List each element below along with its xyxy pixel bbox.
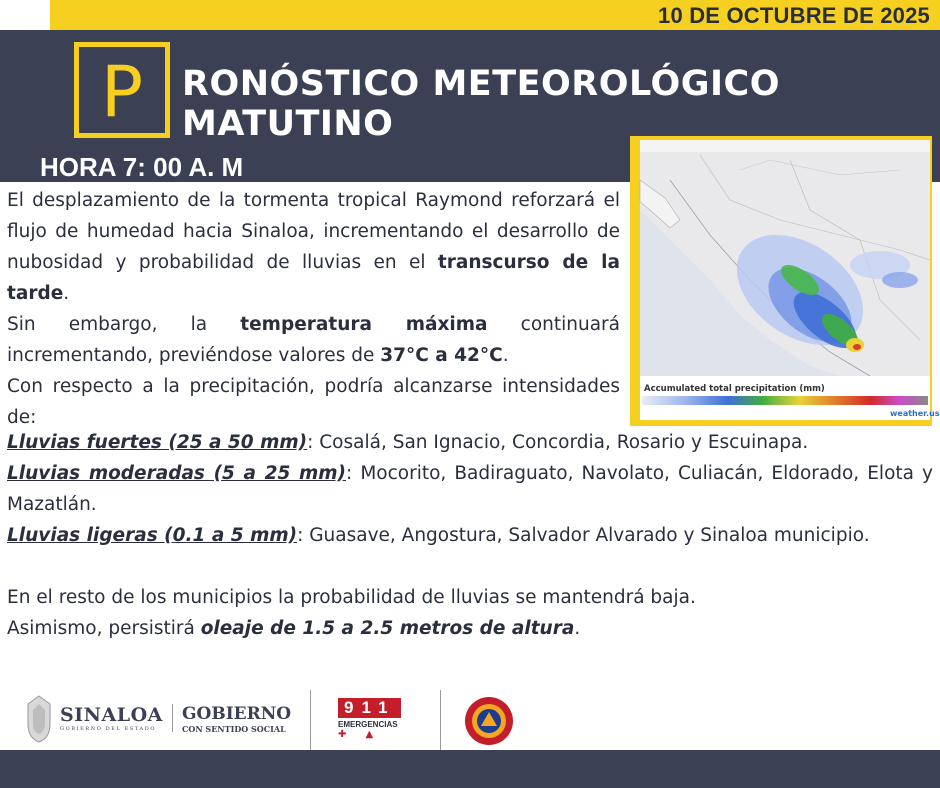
date-banner <box>50 0 940 30</box>
footer-separator <box>310 690 311 752</box>
date-bar <box>0 0 940 32</box>
p1-bold: transcurso de la tarde <box>7 252 620 304</box>
p1-text: El desplazamiento de la tormenta tropical Raymond reforzará el flujo de humedad hacia Sinaloa, incrementando el desarrollo de nubosidad y probabilidad de lluvias en el <box>7 190 620 273</box>
paragraph-2 <box>7 309 620 371</box>
sinaloa-logo <box>60 704 163 732</box>
paragraph-5 <box>7 613 933 644</box>
p1-end: . <box>63 283 70 304</box>
map-brand: weather.us <box>890 409 940 418</box>
rain-heavy <box>7 427 933 458</box>
emergencias-label: EMERGENCIAS <box>338 720 398 729</box>
rain-moderate-text: : Mocorito, Badiraguato, Navolato, Culiacán, Eldorado, Elota y Mazatlán. <box>7 463 933 515</box>
forecast-time: HORA 7: 00 A. M <box>40 152 244 182</box>
p2-temp: 37°C a 42°C <box>380 345 503 366</box>
p2-text-2: continuará incrementando, previéndose valores de <box>7 314 620 366</box>
rain-light <box>7 520 933 551</box>
rain-light-text: : Guasave, Angostura, Salvador Alvarado y Sinaloa municipio. <box>297 525 870 546</box>
gobierno-subtitle: CON SENTIDO SOCIAL <box>182 724 286 734</box>
sinaloa-subtitle: GOBIERNO DEL ESTADO <box>60 726 157 732</box>
paragraph-1 <box>7 185 620 309</box>
title-initial-box <box>74 42 170 138</box>
p5-text: Asimismo, persistirá <box>7 618 201 639</box>
p5-bold: oleaje de 1.5 a 2.5 metros de altura <box>200 618 575 639</box>
page-title <box>182 64 780 144</box>
paragraph-4: En el resto de los municipios la probabilidad de lluvias se mantendrá baja. <box>7 587 696 608</box>
title-line-2: MATUTINO <box>182 104 394 144</box>
rain-heavy-label: Lluvias fuertes (25 a 50 mm) <box>7 432 308 453</box>
title-line-1: RONÓSTICO METEOROLÓGICO <box>182 64 780 104</box>
footer-bar <box>0 750 940 788</box>
emergencias-logo <box>338 698 404 740</box>
p2-bold: temperatura máxima <box>240 314 488 335</box>
footer-separator-2 <box>440 690 441 752</box>
title-initial: P <box>100 51 144 133</box>
date-text: 10 DE OCTUBRE DE 2025 <box>658 3 930 28</box>
p2-end: . <box>502 345 509 366</box>
rain-light-label: Lluvias ligeras (0.1 a 5 mm) <box>7 525 298 546</box>
emergencias-number: 911 <box>338 698 401 718</box>
gobierno-name: GOBIERNO <box>182 704 292 724</box>
gobierno-logo <box>182 704 291 734</box>
footer-logos <box>20 690 540 750</box>
paragraph-3: Con respecto a la precipitación, podría alcanzarse intensidades de: <box>7 376 620 428</box>
rain-moderate-label: Lluvias moderadas (5 a 25 mm) <box>7 463 347 484</box>
p2-text: Sin embargo, la <box>7 314 241 335</box>
sinaloa-name: SINALOA <box>60 704 163 726</box>
map-legend-title: Accumulated total precipitation (mm) <box>644 384 825 394</box>
emergencias-icons: ✚ ▲ <box>338 729 382 740</box>
rain-heavy-text: : Cosalá, San Ignacio, Concordia, Rosario y Escuinapa. <box>307 432 809 453</box>
p5-end: . <box>574 618 581 639</box>
logo-divider <box>172 704 173 732</box>
rain-moderate <box>7 458 933 520</box>
coat-of-arms-icon <box>24 694 54 744</box>
precipitation-map <box>640 140 940 420</box>
proteccion-civil-icon <box>464 696 514 746</box>
